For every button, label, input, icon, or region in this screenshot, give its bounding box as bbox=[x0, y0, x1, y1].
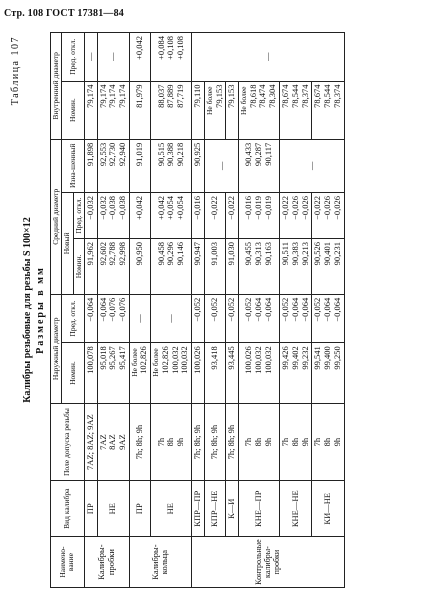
cell-line: 100,032 bbox=[253, 346, 264, 374]
cell-vid: ПР bbox=[129, 481, 150, 537]
cell-line: 100,032 bbox=[262, 346, 273, 374]
table-row bbox=[239, 33, 280, 588]
cell-line: −0,064 bbox=[84, 297, 95, 322]
cell-line: 95,267 bbox=[107, 346, 118, 370]
cell-line: 99,232 bbox=[299, 346, 310, 370]
cell-pole bbox=[129, 403, 150, 481]
col-inner-pred: Пред. откл. bbox=[62, 33, 85, 82]
col-mid-izn: Изна-шенный bbox=[62, 139, 85, 192]
cell-line: 92,788 bbox=[107, 242, 118, 266]
cell-inner-pred bbox=[192, 33, 344, 82]
cell-line: +0,108 bbox=[165, 36, 176, 60]
cell-outer-nom bbox=[279, 343, 311, 404]
cell-line: 90,950 bbox=[134, 242, 145, 266]
cell-line: 91,030 bbox=[226, 242, 237, 266]
cell-outer-nom bbox=[226, 343, 239, 404]
cell-vid: КПР—ПР bbox=[192, 481, 205, 537]
cell-line: 90,296 bbox=[165, 242, 176, 266]
cell-line: 81,979 bbox=[134, 84, 145, 108]
cell-outer-nom: Не более 102,826 bbox=[129, 343, 150, 404]
cell-line: 99,402 bbox=[289, 346, 300, 370]
group-ctrl: Контрольные калибры-пробки bbox=[192, 537, 344, 588]
cell-line: −0,019 bbox=[262, 196, 273, 220]
table-body bbox=[84, 33, 344, 588]
cell-line: 90,925 bbox=[192, 142, 203, 167]
table-row bbox=[84, 33, 97, 588]
cell-line: 7AZ bbox=[97, 434, 108, 450]
cell-outer-nom bbox=[192, 343, 205, 404]
cell-line: 90,433 bbox=[243, 142, 254, 167]
cell-line: 99,541 bbox=[312, 346, 323, 370]
table-row bbox=[192, 33, 205, 588]
cell-line: 78,374 bbox=[331, 84, 342, 108]
cell-line: 92,602 bbox=[97, 242, 108, 266]
cell-line: 92,998 bbox=[117, 242, 128, 266]
cell-mid-nom bbox=[192, 239, 205, 295]
page-header: Стр. 108 ГОСТ 17381—84 bbox=[4, 8, 124, 19]
cell-outer-pred bbox=[312, 294, 344, 342]
gauge-table bbox=[50, 32, 345, 588]
cell-line: −0,026 bbox=[299, 196, 310, 220]
cell-line: — bbox=[261, 52, 272, 62]
col-inner: Внутренний диаметр bbox=[51, 33, 62, 140]
cell-inner-nom bbox=[226, 81, 239, 139]
cell-line: — bbox=[305, 161, 316, 171]
cell-outer-pred bbox=[84, 294, 97, 342]
table-row bbox=[279, 33, 311, 588]
cell-line: 90,947 bbox=[192, 242, 203, 266]
cell-line: 7h bbox=[155, 437, 166, 447]
cell-mid-pred bbox=[151, 193, 192, 239]
cell-inner-nom bbox=[239, 81, 280, 139]
cell-line: −0,052 bbox=[243, 297, 254, 322]
cell-mid-izn bbox=[204, 139, 238, 192]
cell-line: 78,304 bbox=[267, 84, 278, 108]
cell-line: — bbox=[215, 161, 226, 171]
cell-line: 79,110 bbox=[192, 84, 203, 108]
cell-outer-pred bbox=[239, 294, 280, 342]
cell-line: 92,730 bbox=[107, 142, 118, 167]
cell-line: −0,026 bbox=[331, 196, 342, 220]
cell-line: −0,022 bbox=[312, 196, 323, 220]
cell-line: 100,032 bbox=[179, 346, 190, 374]
cell-line: 99,400 bbox=[322, 346, 333, 370]
cell-inner-nom bbox=[279, 81, 311, 139]
cell-line: 88,037 bbox=[155, 84, 166, 108]
cell-line: 90,146 bbox=[175, 242, 186, 266]
cell-inner-nom bbox=[129, 81, 150, 139]
cell-pole bbox=[226, 403, 239, 481]
cell-mid-nom bbox=[151, 239, 192, 295]
cell-outer-nom bbox=[239, 343, 280, 404]
cell-vid: НЕ bbox=[97, 481, 129, 537]
cell-line: 99,426 bbox=[279, 346, 290, 370]
cell-line: — bbox=[84, 52, 95, 62]
col-vid: Вид калибра bbox=[51, 481, 85, 537]
cell-line: 93,445 bbox=[226, 346, 237, 370]
table-row bbox=[226, 33, 239, 588]
cell-line: 100,078 bbox=[84, 346, 95, 374]
cell-line: 9h bbox=[175, 437, 186, 447]
cell-outer-nom bbox=[84, 343, 97, 404]
cell-outer-pred bbox=[192, 294, 205, 342]
cell-mid-pred bbox=[204, 193, 225, 239]
cell-inner-nom bbox=[312, 81, 344, 139]
col-mid-nom: Номин. bbox=[73, 239, 84, 295]
col-inner-nom: Номин. bbox=[62, 81, 85, 139]
cell-line: 90,455 bbox=[243, 242, 254, 266]
cell-outer-pred bbox=[204, 294, 225, 342]
cell-line: 90,458 bbox=[155, 242, 166, 266]
cell-line: −0,016 bbox=[243, 196, 254, 220]
cell-line: 9AZ bbox=[117, 434, 128, 450]
cell-line: −0,064 bbox=[262, 297, 273, 322]
col-mid: Средний диаметр bbox=[51, 139, 62, 294]
cell-line: 7AZ; 8AZ; 9AZ bbox=[84, 414, 95, 470]
cell-line: 87,889 bbox=[165, 84, 176, 108]
col-outer: Наружный диаметр bbox=[51, 294, 62, 403]
cell-line: 90,163 bbox=[262, 242, 273, 266]
col-outer-pred: Пред. откл. bbox=[62, 294, 85, 342]
cell-line: 100,032 bbox=[169, 346, 180, 374]
cell-mid-nom bbox=[129, 239, 150, 295]
cell-line: 78,618 bbox=[247, 84, 258, 108]
cell-line: 99,250 bbox=[331, 346, 342, 370]
cell-line: 90,383 bbox=[289, 242, 300, 266]
cell-line: 90,287 bbox=[253, 142, 264, 167]
cell-line: 78,544 bbox=[322, 84, 333, 108]
cell-line: 79,153 bbox=[226, 84, 237, 108]
cell-outer-pred bbox=[129, 294, 150, 342]
table-row bbox=[312, 33, 344, 588]
cell-pole bbox=[97, 403, 129, 481]
col-mid-pred: Пред. откл. bbox=[73, 193, 84, 239]
cell-line: 90,231 bbox=[331, 242, 342, 266]
cell-line: 79,174 bbox=[107, 84, 118, 108]
cell-mid-izn bbox=[129, 139, 150, 192]
cell-line: −0,016 bbox=[192, 196, 203, 220]
cell-mid-pred bbox=[279, 193, 311, 239]
cell-line: 78,374 bbox=[299, 84, 310, 108]
cell-mid-nom bbox=[226, 239, 239, 295]
cell-line: 100,026 bbox=[243, 346, 254, 374]
col-outer-nom: Номин. bbox=[62, 343, 85, 404]
cell-line: 90,388 bbox=[165, 142, 176, 167]
cell-line: −0,032 bbox=[84, 196, 95, 220]
cell-line: −0,064 bbox=[289, 297, 300, 322]
table-subtitle: Размеры в мм bbox=[35, 266, 46, 354]
cell-line: 95,018 bbox=[97, 346, 108, 370]
cell-mid-nom bbox=[239, 239, 280, 295]
cell-line: +0,084 bbox=[155, 36, 166, 60]
table-label: Таблица 107 bbox=[10, 36, 21, 106]
cell-line: 78,474 bbox=[257, 84, 268, 108]
cell-mid-pred bbox=[312, 193, 344, 239]
cell-line: −0,064 bbox=[331, 297, 342, 322]
cell-mid-nom bbox=[97, 239, 129, 295]
cell-line: 91,019 bbox=[134, 142, 145, 167]
cell-line: +0,054 bbox=[175, 196, 186, 220]
cell-line: −0,022 bbox=[209, 196, 220, 220]
cell-line: −0,038 bbox=[117, 196, 128, 220]
cell-outer-pred bbox=[226, 294, 239, 342]
rotated-page bbox=[8, 30, 408, 590]
cell-line: 8h bbox=[322, 437, 333, 447]
cell-line: 90,401 bbox=[322, 242, 333, 266]
cell-line: 78,544 bbox=[289, 84, 300, 108]
cell-outer-nom bbox=[312, 343, 344, 404]
cell-mid-izn bbox=[239, 139, 280, 192]
cell-line: 79,174 bbox=[97, 84, 108, 108]
cell-line: 92,940 bbox=[117, 142, 128, 167]
cell-outer-nom bbox=[97, 343, 129, 404]
cell-line: 90,218 bbox=[175, 142, 186, 167]
col-mid-new: Новый bbox=[62, 193, 73, 295]
cell-vid: К—И bbox=[226, 481, 239, 537]
cell-mid-izn bbox=[151, 139, 192, 192]
cell-pole bbox=[192, 403, 205, 481]
cell-line: −0,026 bbox=[322, 196, 333, 220]
cell-mid-izn bbox=[192, 139, 205, 192]
cell-line: −0,052 bbox=[226, 297, 237, 322]
group-probki: Калибры-пробки bbox=[84, 537, 129, 588]
cell-mid-pred bbox=[84, 193, 97, 239]
table-row bbox=[97, 33, 129, 588]
cell-line: +0,042 bbox=[134, 36, 145, 60]
cell-mid-pred bbox=[226, 193, 239, 239]
cell-outer-pred bbox=[279, 294, 311, 342]
cell-pole bbox=[239, 403, 280, 481]
cell-pole bbox=[84, 403, 97, 481]
cell-line: — bbox=[165, 314, 176, 323]
cell-line: 100,026 bbox=[192, 346, 203, 374]
cell-line: 7h; 8h; 9h bbox=[209, 424, 220, 460]
cell-inner-nom bbox=[151, 81, 192, 139]
ne-bolee-label: Не более bbox=[239, 86, 249, 116]
cell-line: — bbox=[107, 52, 118, 62]
cell-mid-nom bbox=[204, 239, 225, 295]
cell-inner-nom bbox=[84, 81, 97, 139]
cell-inner-nom bbox=[192, 81, 205, 139]
cell-line: −0,052 bbox=[312, 297, 323, 322]
cell-inner-pred bbox=[84, 33, 97, 82]
cell-line: −0,064 bbox=[299, 297, 310, 322]
col-naim: Наимено-вание bbox=[51, 537, 85, 588]
cell-line: 78,674 bbox=[312, 84, 323, 108]
cell-outer-nom bbox=[204, 343, 225, 404]
cell-mid-nom bbox=[312, 239, 344, 295]
cell-line: −0,032 bbox=[97, 196, 108, 220]
cell-line: 7h bbox=[279, 437, 290, 447]
cell-mid-izn bbox=[84, 139, 97, 192]
cell-line: 90,511 bbox=[279, 242, 290, 266]
cell-line: 9h bbox=[331, 437, 342, 447]
cell-line: 90,117 bbox=[262, 142, 273, 166]
cell-inner-pred bbox=[129, 33, 150, 82]
cell-pole bbox=[279, 403, 311, 481]
cell-mid-pred bbox=[239, 193, 280, 239]
cell-outer-pred bbox=[151, 294, 192, 342]
cell-line: −0,022 bbox=[226, 196, 237, 220]
cell-line: 7h; 8h; 9h bbox=[226, 424, 237, 460]
cell-pole bbox=[312, 403, 344, 481]
cell-line: −0,052 bbox=[209, 297, 220, 322]
cell-pole bbox=[204, 403, 225, 481]
cell-line: 7h; 8h; 9h bbox=[192, 424, 203, 460]
cell-vid: ПР bbox=[84, 481, 97, 537]
cell-inner-nom: Не более 79,153 bbox=[204, 81, 225, 139]
cell-mid-pred bbox=[97, 193, 129, 239]
cell-line: 102,826 bbox=[159, 346, 170, 374]
cell-outer-nom bbox=[151, 343, 192, 404]
cell-line: 8AZ bbox=[107, 434, 118, 450]
cell-line: 79,174 bbox=[117, 84, 128, 108]
cell-mid-izn bbox=[279, 139, 344, 192]
cell-line: −0,064 bbox=[322, 297, 333, 322]
group-koltsa: Калибры-кольца bbox=[129, 537, 191, 588]
cell-line: +0,108 bbox=[175, 36, 186, 60]
cell-line: 7h bbox=[312, 437, 323, 447]
cell-line: 8h bbox=[165, 437, 176, 447]
cell-line: −0,076 bbox=[107, 297, 118, 322]
cell-line: 90,213 bbox=[299, 242, 310, 266]
cell-line: −0,038 bbox=[107, 196, 118, 220]
cell-line: 7h; 8h; 9h bbox=[134, 424, 145, 460]
cell-line: 95,417 bbox=[117, 346, 128, 370]
cell-line: — bbox=[134, 314, 145, 323]
cell-line: 91,898 bbox=[84, 142, 95, 167]
cell-line: 93,418 bbox=[209, 346, 220, 370]
cell-vid: КНЕ—ПР bbox=[239, 481, 280, 537]
col-pole: Поле допуска резьбы bbox=[51, 403, 85, 481]
ne-bolee-label: Не более bbox=[204, 86, 214, 116]
cell-line: 91,003 bbox=[209, 242, 220, 266]
cell-line: 90,515 bbox=[155, 142, 166, 167]
cell-mid-pred bbox=[192, 193, 205, 239]
cell-line: 92,553 bbox=[97, 142, 108, 167]
cell-line: −0,019 bbox=[253, 196, 264, 220]
cell-mid-nom bbox=[279, 239, 311, 295]
cell-line: 9h bbox=[299, 437, 310, 447]
table-title: Калибры резьбовые для резьбы S 100×12 bbox=[22, 217, 33, 403]
cell-mid-izn bbox=[97, 139, 129, 192]
cell-inner-nom bbox=[97, 81, 129, 139]
cell-inner-pred bbox=[151, 33, 192, 82]
cell-line: 9h bbox=[262, 437, 273, 447]
cell-line: −0,052 bbox=[279, 297, 290, 322]
cell-line: −0,076 bbox=[117, 297, 128, 322]
cell-line: 8h bbox=[253, 437, 264, 447]
cell-pole bbox=[151, 403, 192, 481]
cell-line: 87,719 bbox=[175, 84, 186, 108]
cell-vid: НЕ bbox=[151, 481, 192, 537]
cell-line: 90,526 bbox=[312, 242, 323, 266]
cell-line: 90,313 bbox=[253, 242, 264, 266]
table-row bbox=[204, 33, 225, 588]
cell-line: 91,962 bbox=[84, 242, 95, 266]
cell-line: −0,064 bbox=[97, 297, 108, 322]
ne-bolee-label: Не более bbox=[151, 348, 161, 377]
cell-mid-pred bbox=[129, 193, 150, 239]
cell-line: −0,026 bbox=[289, 196, 300, 220]
ne-bolee-label: Не более bbox=[129, 348, 139, 377]
table-row bbox=[151, 33, 192, 588]
cell-line: +0,042 bbox=[155, 196, 166, 220]
cell-line: +0,054 bbox=[165, 196, 176, 220]
cell-mid-nom bbox=[84, 239, 97, 295]
cell-line: +0,042 bbox=[134, 196, 145, 220]
cell-line: −0,064 bbox=[253, 297, 264, 322]
cell-vid: КНЕ—НЕ bbox=[279, 481, 311, 537]
cell-line: −0,022 bbox=[279, 196, 290, 220]
cell-line: 79,174 bbox=[84, 84, 95, 108]
cell-line: 78,674 bbox=[279, 84, 290, 108]
cell-line: 8h bbox=[289, 437, 300, 447]
cell-vid: КПР—НЕ bbox=[204, 481, 225, 537]
table-row bbox=[129, 33, 150, 588]
cell-line: 7h bbox=[243, 437, 254, 447]
cell-outer-pred bbox=[97, 294, 129, 342]
cell-inner-pred bbox=[97, 33, 129, 82]
cell-vid: КИ—НЕ bbox=[312, 481, 344, 537]
cell-line: −0,052 bbox=[192, 297, 203, 322]
